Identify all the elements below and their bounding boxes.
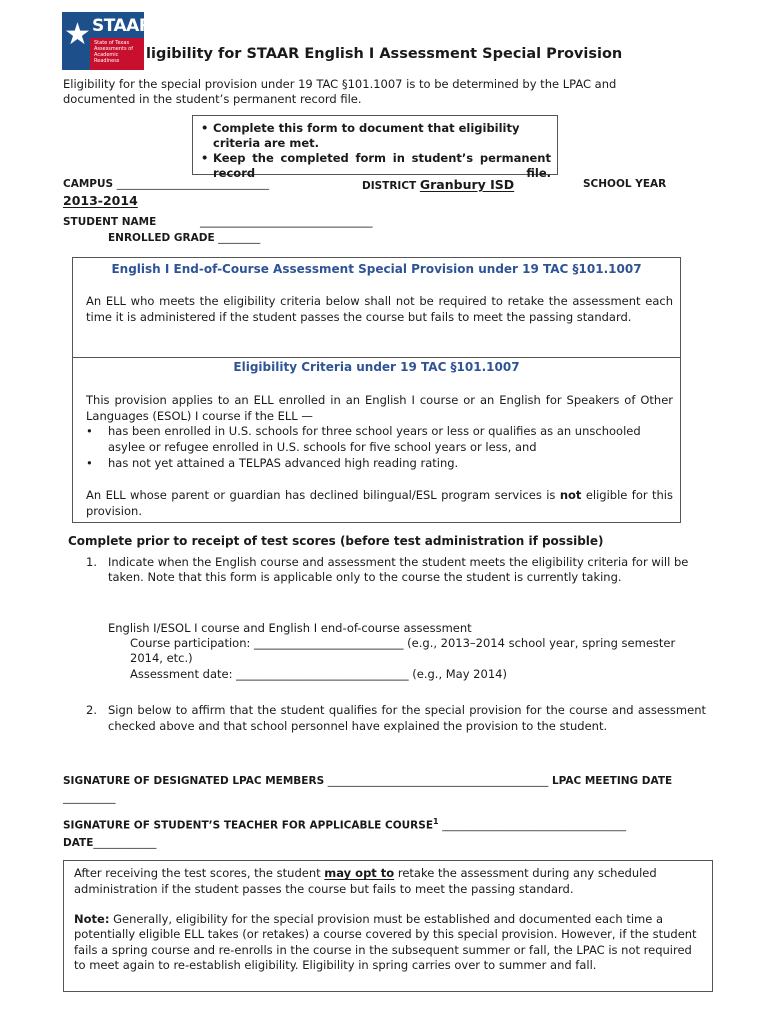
course-participation-label: Course participation: <box>130 636 251 650</box>
footer-paragraph <box>74 866 702 897</box>
course-title: English I/ESOL I course and English I end-of-course assessment <box>108 621 472 635</box>
note-text: An ELL whose parent or guardian has declined bilingual/ESL program services is <box>86 488 560 502</box>
campus-row <box>63 178 269 190</box>
district-value[interactable]: Granbury ISD <box>419 177 515 192</box>
page-title: ligibility for STAAR English I Assessment Special Provision <box>146 46 623 62</box>
lpac-date-field[interactable]: __________ <box>63 792 116 804</box>
footer-text: After receiving the test scores, the student <box>74 866 325 880</box>
school-year-text[interactable]: 2013-2014 <box>63 193 138 208</box>
lpac-date-label: LPAC MEETING DATE <box>551 775 673 787</box>
instruction-text: Keep the completed form in student’s permanent record file. <box>213 151 551 180</box>
enrolled-grade-row <box>108 232 260 244</box>
section1-heading: English I End-of-Course Assessment Special Provision under 19 TAC §101.1007 <box>111 262 642 276</box>
lpac-signature-block <box>63 773 673 807</box>
student-name-label: STUDENT NAME <box>63 216 157 228</box>
assessment-date-field[interactable]: ______________________________ <box>236 667 409 681</box>
step-1 <box>86 555 702 585</box>
school-year-label: SCHOOL YEAR <box>583 178 667 190</box>
instruction-text: Complete this form to document that eligibility criteria are met. <box>213 121 520 150</box>
section1-body: An ELL who meets the eligibility criteria below shall not be required to retake the assessment each time it is administered if the student passes the course but fails to meet the passing standard. <box>86 294 673 324</box>
footer-note <box>74 912 702 973</box>
instruction-item <box>201 121 551 151</box>
course-participation-example: (e.g., 2013–2014 school year, spring semester 2014, etc.) <box>130 636 676 665</box>
bullet-icon: • <box>86 456 93 470</box>
district-row <box>362 177 514 192</box>
assessment-date-label: Assessment date: <box>130 667 233 681</box>
bullet-icon: • <box>201 151 209 165</box>
criteria-item <box>86 424 673 455</box>
campus-label: CAMPUS <box>63 178 114 190</box>
staar-logo <box>62 12 152 70</box>
assessment-date-example: (e.g., May 2014) <box>412 667 507 681</box>
logo-wordmark: STAAR <box>92 16 152 36</box>
step-text: Sign below to affirm that the student qualifies for the special provision for the course and assessment checked above and that school personnel have explained the provision to the student. <box>108 703 706 733</box>
bullet-icon: • <box>86 424 93 438</box>
section2-intro: This provision applies to an ELL enrolled in an English I course or an English for Speakers of Other Languages (ESOL) I course if the ELL — <box>86 393 673 423</box>
district-label: DISTRICT <box>362 180 417 192</box>
note-label: Note: <box>74 912 110 926</box>
step-number: 1. <box>86 555 97 569</box>
teacher-date-field[interactable]: ____________ <box>93 836 157 849</box>
step-text: Indicate when the English course and assessment the student meets the eligibility criteria for will be taken. Note that this form is applicable only to the course the student is currently taking. <box>108 555 689 584</box>
enrolled-grade-label: ENROLLED GRADE <box>108 232 215 244</box>
instruction-box <box>192 115 558 180</box>
assessment-date-row <box>130 667 507 681</box>
intro-text: Eligibility for the special provision under 19 TAC §101.1007 is to be determined by the LPAC and documented in the student’s permanent record file. <box>63 77 617 106</box>
school-year-value <box>63 193 138 208</box>
teacher-signature-label: SIGNATURE OF STUDENT’S TEACHER FOR APPLICABLE COURSE <box>63 819 433 832</box>
note-emphasis: not <box>559 488 582 502</box>
teacher-signature-field[interactable]: ___________________________________ <box>442 819 626 832</box>
student-name-field[interactable]: ______________________________ <box>200 214 373 228</box>
teacher-signature-block <box>63 813 708 852</box>
course-participation-field[interactable]: __________________________ <box>254 636 404 650</box>
campus-field[interactable]: _____________________________ <box>116 178 269 190</box>
note-body: Generally, eligibility for the special provision must be established and documented each time a potentially eligible ELL takes (or retakes) a course covered by this special provision. However, if the student fails a spring course and re-enrolls in the course in the subsequent summer or fall, the LPAC is not required to meet again to re-establish eligibility. Eligibility in spring carries over to summer and fall. <box>74 912 697 972</box>
step-2 <box>86 703 706 734</box>
step-number: 2. <box>86 703 97 717</box>
lpac-signature-label: SIGNATURE OF DESIGNATED LPAC MEMBERS <box>63 775 325 787</box>
footer-box <box>63 860 713 992</box>
note-text-end: eligible for this provision. <box>86 488 673 518</box>
footer-emphasis: may opt to <box>324 866 395 880</box>
footer-text-end: retake the assessment during any scheduled administration if the student passes the course but fails to meet the passing standard. <box>74 866 657 896</box>
course-participation-row <box>130 636 680 666</box>
criteria-item <box>86 456 673 472</box>
section2-heading: Eligibility Criteria under 19 TAC §101.1007 <box>233 360 520 374</box>
divider <box>73 357 680 358</box>
criteria-text: has been enrolled in U.S. schools for three school years or less or qualifies as an unschooled asylee or refugee enrolled in U.S. schools for five school years or less, and <box>108 424 641 454</box>
footnote-mark: 1 <box>433 817 439 826</box>
star-icon: ★ <box>64 17 91 52</box>
bullet-icon: • <box>201 121 209 135</box>
logo-subtitle: State of Texas Assessments of Academic Readiness <box>94 40 134 64</box>
enrolled-grade-field[interactable]: ________ <box>218 232 261 244</box>
lpac-signature-field[interactable]: __________________________________________ <box>327 775 549 787</box>
teacher-date-label: DATE <box>63 836 94 849</box>
section2-note <box>86 488 673 519</box>
criteria-text: has not yet attained a TELPAS advanced high reading rating. <box>108 456 459 470</box>
complete-heading: Complete prior to receipt of test scores (before test administration if possible) <box>68 534 604 548</box>
